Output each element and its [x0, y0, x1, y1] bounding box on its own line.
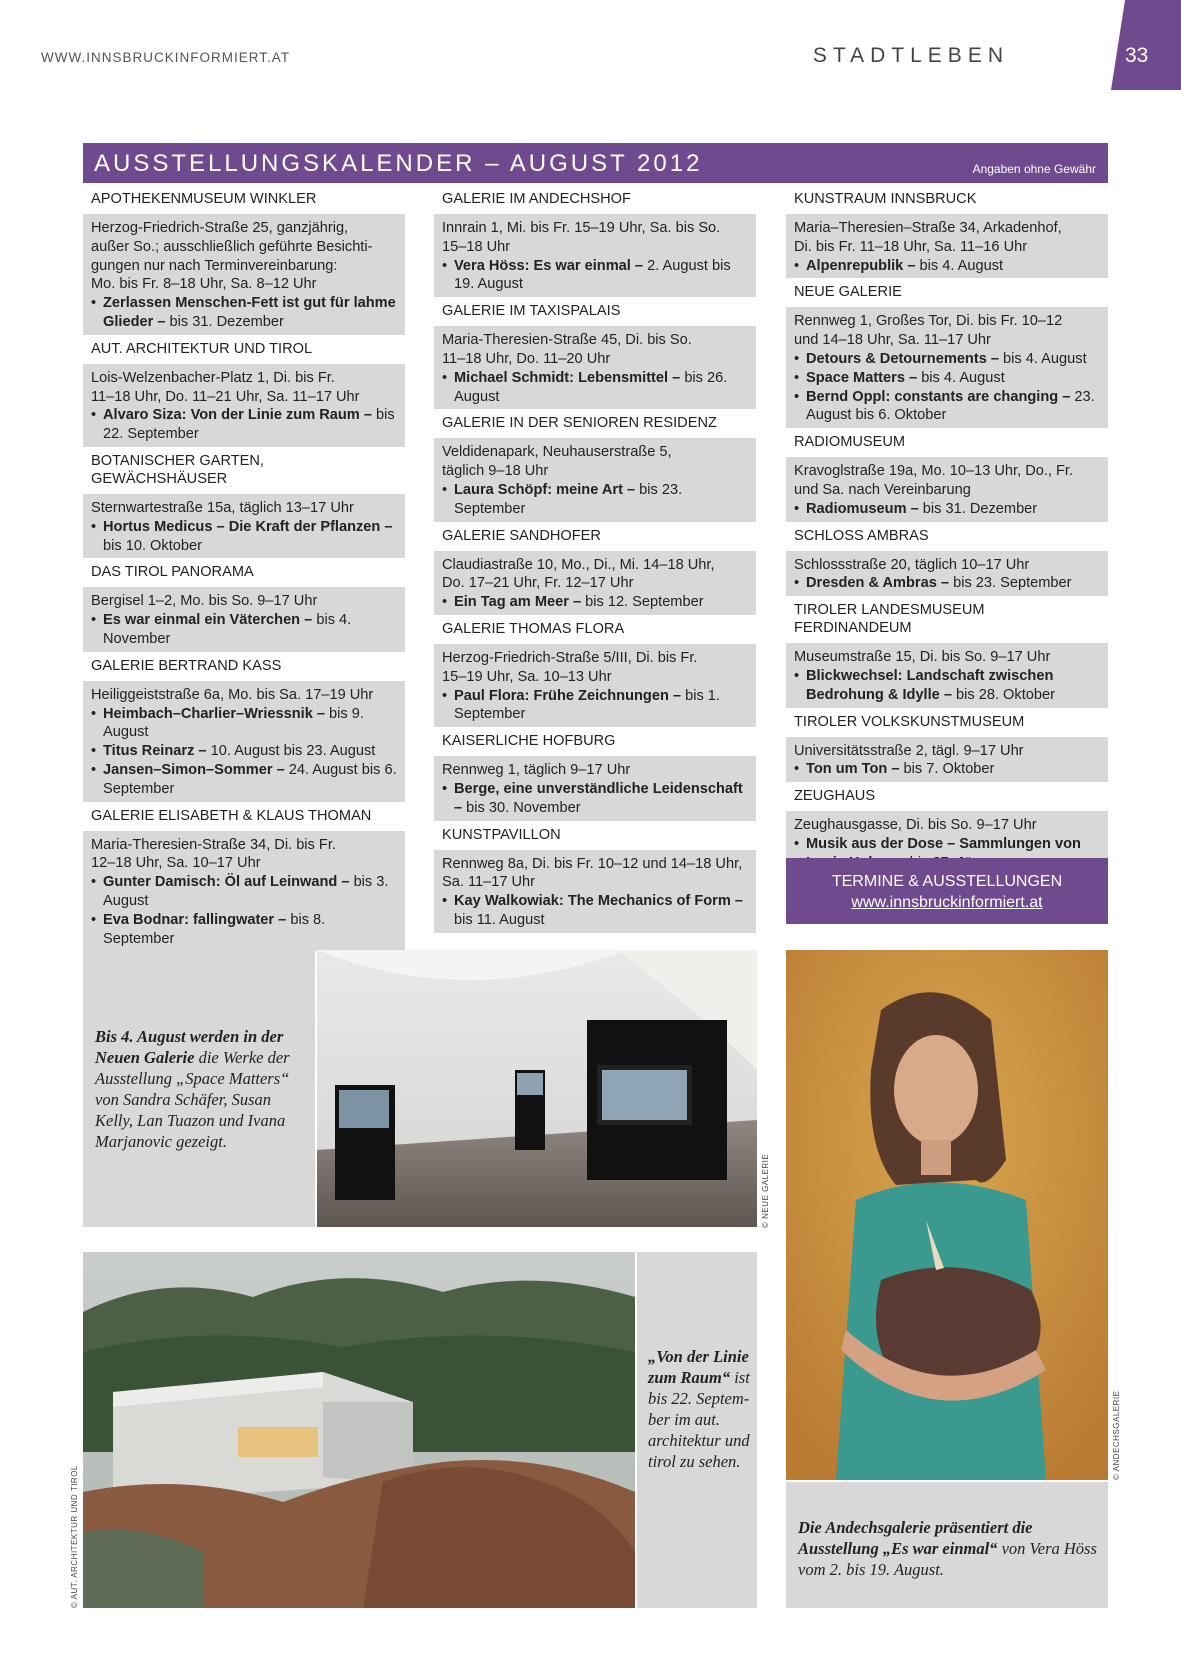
exhibition-item: [91, 518, 397, 556]
venue-details: [786, 737, 1108, 783]
exhibition-item: [442, 780, 748, 818]
venue-details: [83, 494, 405, 558]
venue-info-line: 11–18 Uhr, Do. 11–20 Uhr: [442, 350, 611, 367]
exhibition-item: [91, 873, 397, 911]
exhibition-title: Alvaro Siza: Von der Linie zum Raum –: [103, 407, 372, 424]
venue-name: GALERIE SANDHOFER: [442, 527, 601, 544]
exhibition-title: Heimbach–Charlier–Wriessnik –: [103, 705, 325, 722]
credit-andechs: © ANDECHSGALERIE: [1112, 1390, 1121, 1480]
caption-siza: „Von der Linie zum Raum“ ist bis 22. Septem-ber im aut. architektur und tirol zu sehen.: [648, 1347, 750, 1471]
exhibition-title: Radiomuseum –: [806, 500, 919, 517]
exhibition-item: [442, 892, 748, 930]
venue-details: [83, 681, 405, 802]
exhibition-title: Bernd Oppl: constants are changing –: [806, 388, 1071, 405]
venue-details: [83, 587, 405, 651]
exhibition-dates: bis 8. September: [103, 911, 326, 947]
venue-name: KUNSTPAVILLON: [442, 826, 561, 843]
exhibition-item: [91, 611, 397, 649]
caption-box-andechs: [786, 1482, 1108, 1608]
exhibition-item: [794, 388, 1100, 426]
calendar-column-2: [434, 188, 756, 936]
venue-name: SCHLOSS AMBRAS: [794, 527, 929, 544]
exhibition-title: Es war einmal ein Väterchen –: [103, 612, 313, 629]
exhibition-title: Eva Bodnar: fallingwater –: [103, 911, 287, 928]
exhibition-dates: bis 4. August: [999, 350, 1087, 367]
venue-details: [434, 850, 756, 933]
exhibition-dates: bis 31. Dezember: [918, 500, 1038, 517]
venue-details: [434, 551, 756, 615]
venue-info-line: Herzog-Friedrich-Straße 5/III, Di. bis Fr.: [442, 649, 698, 666]
disclaimer-note: Angaben ohne Gewähr: [972, 162, 1096, 176]
exhibition-title: Hortus Medicus – Die Kraft der Pflanzen –: [103, 518, 393, 535]
exhibition-dates: 24. August bis 6. September: [103, 761, 397, 797]
calendar-title: AUSSTELLUNGSKALENDER – AUGUST 2012: [94, 150, 703, 177]
venue-name: KUNSTRAUM INNSBRUCK: [794, 191, 977, 207]
calendar-banner: [83, 143, 1108, 183]
calendar-column-1: [83, 188, 405, 954]
exhibition-dates: bis 28. Oktober: [951, 686, 1055, 703]
painting-girl-with-unicorn: [786, 950, 1108, 1480]
venue-info-line: Universitätsstraße 2, tägl. 9–17 Uhr: [794, 742, 1024, 759]
venue-details: [83, 831, 405, 952]
venue-info-line: Veldidenapark, Neuhauserstraße 5,: [442, 444, 672, 461]
exhibition-item: [794, 667, 1100, 705]
exhibition-item: [91, 911, 397, 949]
venue-details: [434, 756, 756, 820]
exhibition-dates: bis 11. August: [454, 911, 545, 928]
exhibition-dates: 10. August bis 23. August: [206, 743, 376, 760]
exhibition-item: [91, 761, 397, 799]
exhibition-item: [794, 574, 1100, 593]
exhibition-item: [794, 350, 1100, 369]
venue-details: [434, 438, 756, 521]
caption-neue-galerie: Bis 4. August werden in der Neuen Galerie die Werke der Ausstellung „Space Matters“ von Sandra Schäfer, Susan Kelly, Lan Tuazon und Ivana Marjanovic gezeigt.: [95, 1027, 290, 1151]
exhibition-title: Ton um Ton –: [806, 761, 900, 778]
termine-box[interactable]: [786, 858, 1108, 924]
venue-info-line: und 14–18 Uhr, Sa. 11–17 Uhr: [794, 332, 991, 349]
venue-name: NEUE GALERIE: [794, 284, 902, 301]
venue-name: DAS TIROL PANORAMA: [91, 564, 254, 581]
siza-building-photo: [83, 1252, 635, 1608]
exhibition-dates: bis 4. August: [917, 369, 1005, 386]
venue-info-line: Rennweg 1, täglich 9–17 Uhr: [442, 762, 631, 779]
caption-box-neue-galerie: [83, 950, 315, 1227]
exhibition-dates: bis 4. November: [103, 612, 352, 647]
exhibition-item: [794, 500, 1100, 519]
venue-info-line: Schlossstraße 20, täglich 10–17 Uhr: [794, 556, 1030, 573]
venue-name: GALERIE IN DER SENIOREN RESIDENZ: [442, 415, 717, 432]
venue-name: GALERIE BERTRAND KASS: [91, 657, 282, 674]
exhibition-dates: 2. August bis 19. August: [454, 257, 731, 293]
venue-info-line: täglich 9–18 Uhr: [442, 463, 549, 480]
exhibition-item: [91, 294, 397, 332]
venue-name: AUT. ARCHITEKTUR UND TIROL: [91, 340, 313, 357]
exhibition-title: Michael Schmidt: Lebensmittel –: [454, 369, 681, 386]
exhibition-dates: bis 9. August: [103, 705, 364, 741]
venue-info-line: Maria-Theresien-Straße 34, Di. bis Fr.: [91, 836, 336, 853]
venue-name: GALERIE ELISABETH & KLAUS THOMAN: [91, 807, 372, 824]
exhibition-dates: bis 4. August: [915, 257, 1004, 274]
venue-details: [434, 644, 756, 727]
exhibition-title: Titus Reinarz –: [103, 743, 207, 760]
exhibition-item: [794, 760, 1100, 779]
venue-name: APOTHEKENMUSEUM WINKLER: [91, 191, 317, 207]
venue-name: GALERIE IM TAXISPALAIS: [442, 303, 621, 320]
exhibition-item: [794, 257, 1100, 276]
exhibition-title: Vera Höss: Es war einmal –: [454, 257, 644, 274]
credit-neue-galerie: © NEUE GALERIE: [761, 1153, 770, 1228]
venue-name: TIROLER LANDESMUSEUM FERDINANDEUM: [794, 602, 985, 637]
exhibition-title: Jansen–Simon–Sommer –: [103, 761, 285, 778]
venue-details: [786, 643, 1108, 707]
exhibition-item: [91, 742, 397, 761]
exhibition-dates: bis 23. September: [949, 575, 1072, 592]
venue-info-line: Lois-Welzenbacher-Platz 1, Di. bis Fr.: [91, 369, 335, 386]
venue-name: RADIOMUSEUM: [794, 434, 906, 451]
venue-info-line: Museumstraße 15, Di. bis So. 9–17 Uhr: [794, 649, 1051, 666]
caption-andechs: Die Andechsgalerie präsentiert die Ausstellung „Es war einmal“ von Vera Höss vom 2. bis 19. August.: [798, 1518, 1097, 1579]
venue-name: KAISERLICHE HOFBURG: [442, 733, 616, 750]
exhibition-dates: bis 3. August: [103, 874, 389, 909]
venue-info-line: Herzog-Friedrich-Straße 25, ganzjährig,: [91, 220, 349, 236]
venue-name: GALERIE THOMAS FLORA: [442, 620, 625, 637]
venue-info-line: 11–18 Uhr, Do. 11–21 Uhr, Sa. 11–17 Uhr: [91, 388, 360, 405]
termine-title: TERMINE & AUSSTELLUNGEN: [831, 873, 1063, 890]
exhibition-dates: bis 26. August: [454, 369, 728, 405]
caption-box-siza: [637, 1252, 757, 1608]
venue-name: BOTANISCHER GARTEN, GEWÄCHSHÄUSER: [91, 452, 264, 487]
venue-details: [83, 364, 405, 447]
venue-details: [83, 214, 405, 335]
exhibition-item: [442, 687, 748, 725]
venue-info-line: außer So.; ausschließlich geführte Besichti-: [91, 238, 373, 255]
venue-info-line: Do. 17–21 Uhr, Fr. 12–17 Uhr: [442, 575, 634, 592]
page-number: 33: [1125, 44, 1149, 67]
venue-name: TIROLER VOLKSKUNSTMUSEUM: [794, 713, 1025, 730]
exhibition-title: Dresden & Ambras –: [806, 575, 950, 592]
venue-info-line: gungen nur nach Terminvereinbarung:: [91, 257, 338, 274]
venue-info-line: Heiliggeiststraße 6a, Mo. bis Sa. 17–19 Uhr: [91, 686, 374, 703]
exhibition-item: [91, 705, 397, 743]
venue-info-line: Maria–Theresien–Straße 34, Arkadenhof,: [794, 220, 1062, 236]
venue-info-line: Maria-Theresien-Straße 45, Di. bis So.: [442, 332, 692, 349]
exhibition-title: Alpenrepublik –: [806, 257, 916, 274]
exhibition-item: [794, 369, 1100, 388]
exhibition-title: Space Matters –: [806, 369, 918, 386]
section-title: STADTLEBEN: [812, 44, 1009, 67]
venue-info-line: 12–18 Uhr, Sa. 10–17 Uhr: [91, 855, 261, 872]
exhibition-title: Laura Schöpf: meine Art –: [454, 481, 636, 498]
exhibition-title: Detours & Detournements –: [806, 350, 999, 367]
venue-details: [434, 326, 756, 409]
exhibition-title: Paul Flora: Frühe Zeichnungen –: [454, 687, 682, 704]
exhibition-title: Berge, eine unverständliche Leidenschaft –: [454, 780, 743, 816]
exhibition-dates: bis 10. Oktober: [103, 537, 202, 554]
termine-link[interactable]: www.innsbruckinformiert.at: [851, 894, 1043, 911]
venue-info-line: Claudiastraße 10, Mo., Di., Mi. 14–18 Uhr,: [442, 556, 715, 573]
gallery-installation-photo: [317, 950, 757, 1227]
venue-info-line: Rennweg 1, Großes Tor, Di. bis Fr. 10–12: [794, 313, 1063, 330]
exhibition-item: [442, 593, 748, 612]
calendar-column-3: [786, 188, 1108, 879]
exhibition-title: Blickwechsel: Landschaft zwischen Bedrohung & Idylle –: [806, 667, 1054, 703]
venue-info-line: Sa. 11–17 Uhr: [442, 874, 536, 891]
exhibition-item: [91, 406, 397, 444]
venue-info-line: und Sa. nach Vereinbarung: [794, 481, 971, 498]
venue-info-line: Di. bis Fr. 11–18 Uhr, Sa. 11–16 Uhr: [794, 238, 1028, 255]
venue-info-line: Sternwartestraße 15a, täglich 13–17 Uhr: [91, 499, 354, 516]
exhibition-dates: 23. August bis 6. Oktober: [806, 388, 1095, 424]
exhibition-title: Kay Walkowiak: The Mechanics of Form –: [454, 893, 743, 910]
exhibition-title: Gunter Damisch: Öl auf Leinwand –: [103, 874, 350, 891]
venue-name: ZEUGHAUS: [794, 788, 876, 805]
exhibition-dates: bis 12. September: [581, 594, 704, 611]
exhibition-dates: bis 22. September: [103, 407, 395, 443]
exhibition-item: [442, 369, 748, 407]
venue-info-line: Rennweg 8a, Di. bis Fr. 10–12 und 14–18 Uhr,: [442, 855, 743, 872]
exhibition-item: [442, 257, 748, 295]
exhibition-title: Musik aus der Dose – Sammlungen von: [806, 835, 1081, 852]
venue-details: [786, 307, 1108, 428]
exhibition-item: [442, 481, 748, 519]
venue-info-line: 15–18 Uhr: [442, 238, 511, 255]
exhibition-dates: bis 7. Oktober: [899, 761, 995, 778]
venue-details: [786, 551, 1108, 597]
venue-info-line: Bergisel 1–2, Mo. bis So. 9–17 Uhr: [91, 593, 318, 610]
venue-details: [786, 214, 1108, 278]
venue-details: [434, 214, 756, 297]
venue-name: GALERIE IM ANDECHSHOF: [442, 191, 631, 207]
credit-aut: © AUT. ARCHITEKTUR UND TIROL: [70, 1465, 79, 1608]
venue-info-line: 15–19 Uhr, Sa. 10–13 Uhr: [442, 668, 612, 685]
exhibition-dates: bis 1. September: [454, 687, 720, 723]
exhibition-title: Ein Tag am Meer –: [454, 594, 582, 611]
venue-info-line: Innrain 1, Mi. bis Fr. 15–19 Uhr, Sa. bis So.: [442, 220, 721, 236]
exhibition-dates: bis 30. November: [462, 799, 581, 816]
exhibition-dates: bis 23. September: [454, 481, 683, 517]
exhibition-title: Zerlassen Menschen-Fett ist gut für lahme Glieder –: [103, 295, 396, 330]
exhibition-dates: bis 31. Dezember: [165, 313, 284, 330]
venue-info-line: Kravoglstraße 19a, Mo. 10–13 Uhr, Do., Fr.: [794, 463, 1074, 480]
venue-details: [786, 457, 1108, 521]
venue-info-line: Zeughausgasse, Di. bis So. 9–17 Uhr: [794, 817, 1037, 834]
venue-info-line: Mo. bis Fr. 8–18 Uhr, Sa. 8–12 Uhr: [91, 276, 317, 293]
website-url[interactable]: WWW.INNSBRUCKINFORMIERT.AT: [41, 50, 290, 65]
